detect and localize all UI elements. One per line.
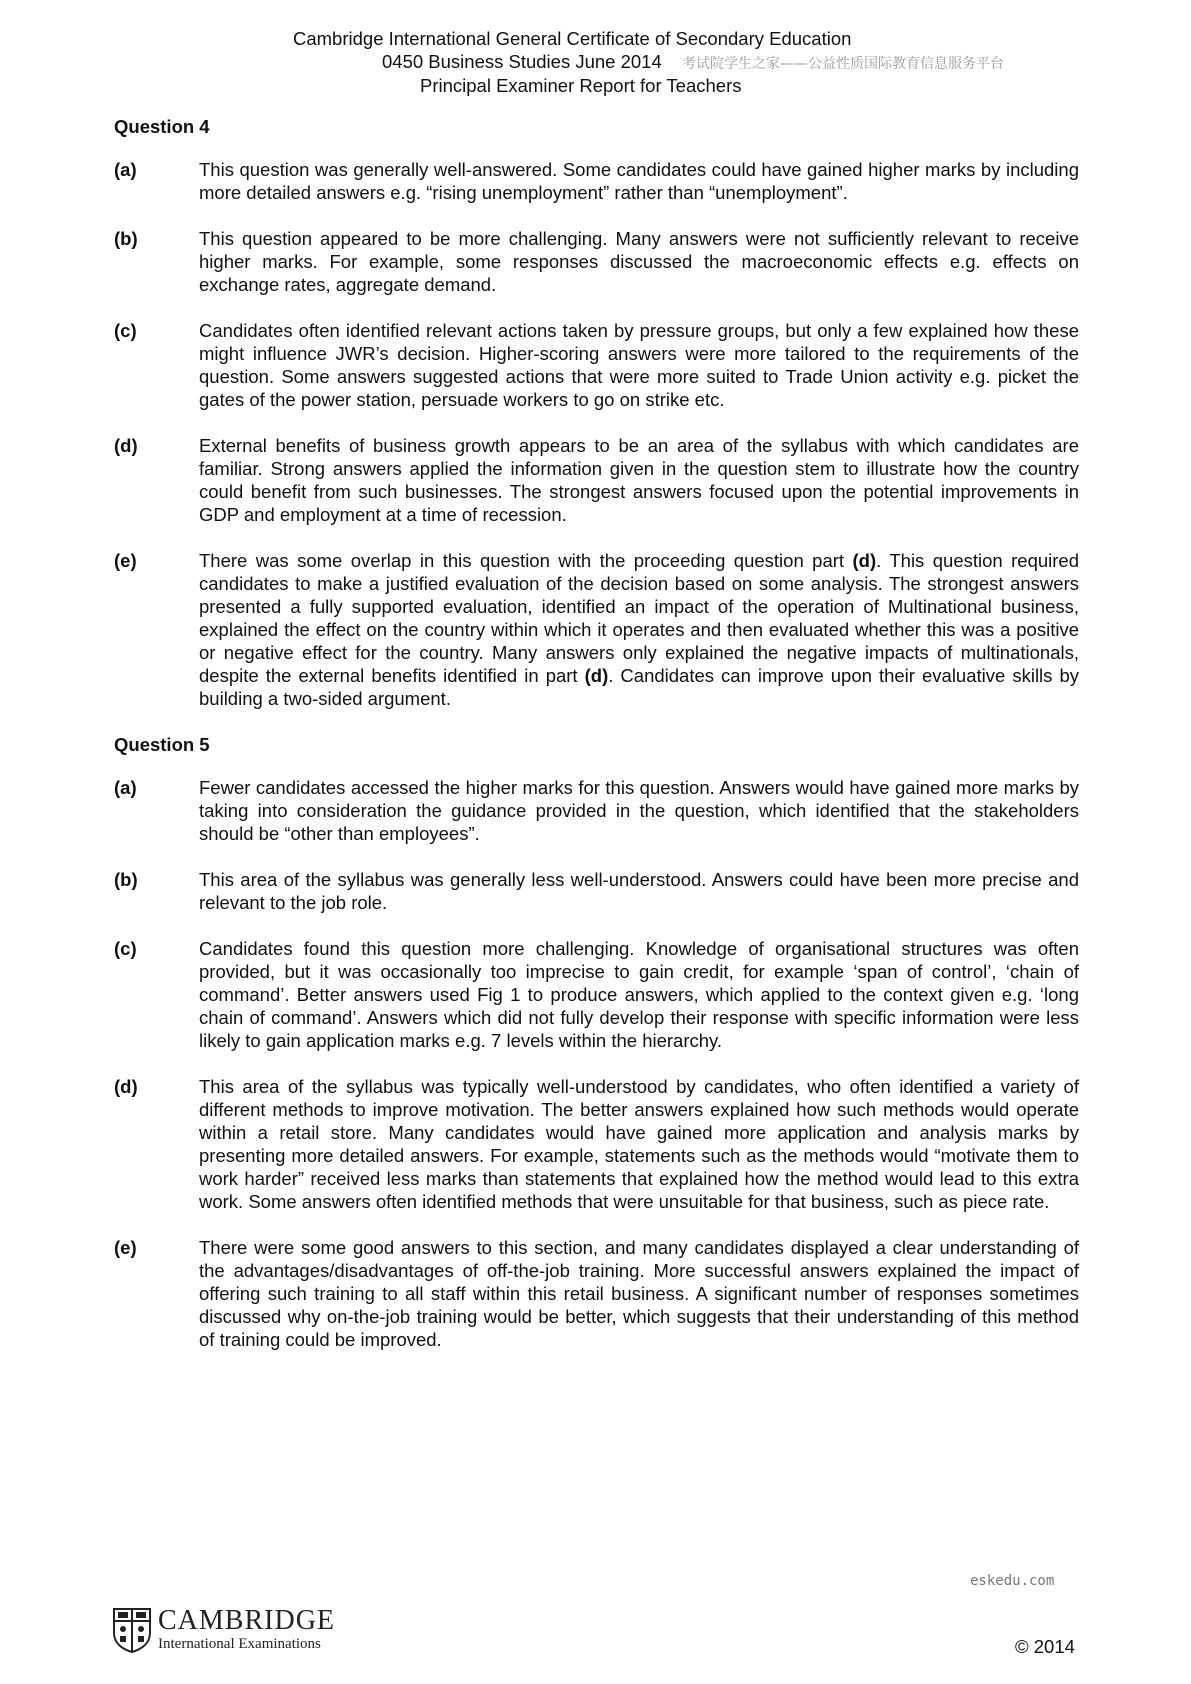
question-5-part-c: [114, 937, 1079, 1052]
part-label: (e): [114, 550, 137, 571]
part-text: There were some good answers to this section, and many candidates displayed a clear understanding of the advantages/disadvantages of off-the-job training. More successful answers explained the impact of offering such training to all staff within this retail business. A significant number of responses sometimes discussed why on-the-job training would be better, which suggests that their understanding of this method of training could be improved.: [199, 1237, 1079, 1350]
part-reference: (d): [852, 550, 877, 571]
question-5-part-b: [114, 868, 1079, 914]
part-text: External benefits of business growth appears to be an area of the syllabus with which candidates are familiar. Strong answers applied the information given in the question stem to illustrate how the country could benefit from such businesses. The strongest answers focused upon the potential improvements in GDP and employment at a time of recession.: [199, 435, 1079, 525]
question-4-part-c: [114, 319, 1079, 411]
logo-sub-text: International Examinations: [158, 1636, 321, 1652]
question-4-title: Question 4: [114, 116, 210, 137]
part-text: Candidates often identified relevant actions taken by pressure groups, but only a few explained how these might influence JWR’s decision. Higher-scoring answers were more tailored to the requirements of the question. Some answers suggested actions that were more suited to Trade Union activity e.g. picket the gates of the power station, persuade workers to go on strike etc.: [199, 320, 1079, 410]
part-text: Candidates found this question more challenging. Knowledge of organisational structures was often provided, but it was occasionally too imprecise to gain credit, for example ‘span of control’, ‘chain of command’. Better answers used Fig 1 to produce answers, which applied to the context given e.g. ‘long chain of command’. Answers which did not fully develop their response with specific information were less likely to gain application marks e.g. 7 levels within the hierarchy.: [199, 938, 1079, 1051]
crest-icon: [112, 1607, 152, 1653]
question-5-part-a: [114, 776, 1079, 845]
question-4-part-b: [114, 227, 1079, 296]
part-text-segment: . This question required candidates to make a justified evaluation of the decision based on some analysis. The strongest answers presented a fully supported evaluation, identified an impact of the operation of Multinational business, explained the effect on the country within which it operates and then evaluated whether this was a positive or negative effect for the country. Many answers only explained the negative impacts of multinationals, despite the external benefits identified in part: [199, 550, 1079, 686]
question-4-part-e: [114, 549, 1079, 710]
part-text: This question appeared to be more challenging. Many answers were not sufficiently relevant to receive higher marks. For example, some responses discussed the macroeconomic effects e.g. effects on exchange rates, aggregate demand.: [199, 228, 1079, 295]
header-line-2: 0450 Business Studies June 2014: [382, 51, 662, 72]
part-text: Fewer candidates accessed the higher marks for this question. Answers would have gained more marks by taking into consideration the guidance provided in the question, which identified that the stakeholders should be “other than employees”.: [199, 777, 1079, 844]
question-5-part-e: [114, 1236, 1079, 1351]
part-reference: (d): [584, 665, 609, 686]
copyright-text: © 2014: [1015, 1636, 1075, 1657]
part-label: (b): [114, 869, 138, 890]
question-4-part-d: [114, 434, 1079, 526]
part-label: (d): [114, 1076, 138, 1097]
watermark-text: 考试院学生之家——公益性质国际教育信息服务平台: [682, 56, 1004, 72]
part-label: (e): [114, 1237, 137, 1258]
logo-text: [158, 1607, 335, 1653]
part-text: This area of the syllabus was typically well-understood by candidates, who often identified a variety of different methods to improve motivation. The better answers explained how such methods would operate within a retail store. Many candidates would have gained more application and analysis marks by presenting more detailed answers. For example, statements such as the methods would “motivate them to work harder” received less marks than statements that explained how the method would lead to this extra work. Some answers often identified methods that were unsuitable for that business, such as piece rate.: [199, 1076, 1079, 1212]
question-5-title: Question 5: [114, 734, 210, 755]
footer-site-text: eskedu.com: [970, 1573, 1055, 1589]
part-text: This area of the syllabus was generally less well-understood. Answers could have been more precise and relevant to the job role.: [199, 869, 1079, 913]
part-label: (a): [114, 159, 137, 180]
header-line-1: Cambridge International General Certificate of Secondary Education: [293, 28, 852, 49]
part-label: (c): [114, 938, 137, 959]
part-text: This question was generally well-answered. Some candidates could have gained higher marks by including more detailed answers e.g. “rising unemployment” rather than “unemployment”.: [199, 159, 1079, 203]
part-label: (a): [114, 777, 137, 798]
part-text: [199, 549, 1079, 710]
part-label: (d): [114, 435, 138, 456]
question-5-part-d: [114, 1075, 1079, 1213]
header-line-3: Principal Examiner Report for Teachers: [420, 75, 742, 96]
question-4-part-a: [114, 158, 1079, 204]
report-body: [114, 115, 1079, 1374]
cambridge-logo: [112, 1607, 335, 1653]
part-text-segment: There was some overlap in this question with the proceeding question part: [199, 550, 853, 571]
part-text-segment: . Candidates can improve upon their evaluative skills by building a two-sided argument.: [199, 665, 1079, 709]
logo-main-text: CAMBRIDGE: [158, 1605, 336, 1636]
part-label: (b): [114, 228, 138, 249]
part-label: (c): [114, 320, 137, 341]
